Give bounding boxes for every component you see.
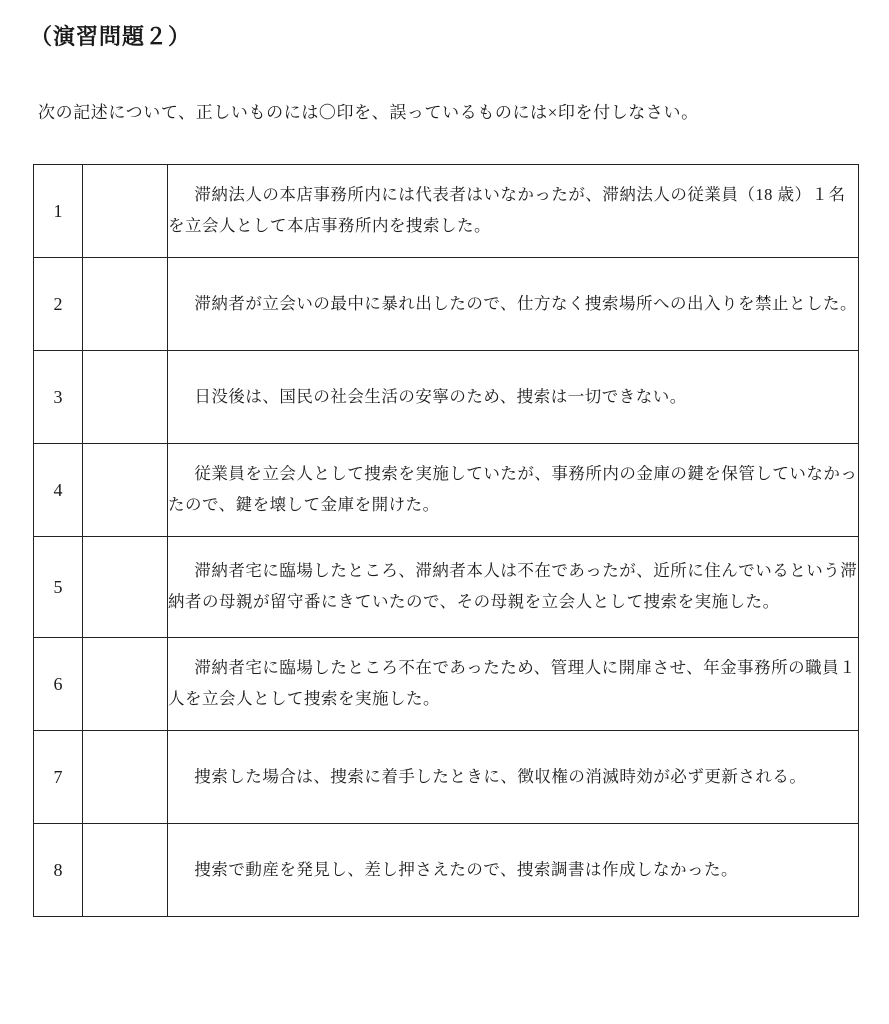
row-statement-text: 従業員を立会人として捜索を実施していたが、事務所内の金庫の鍵を保管していなかったので、鍵を壊して金庫を開けた。 [168,464,858,514]
row-number: 2 [34,258,83,351]
answer-cell[interactable] [83,731,168,824]
table-row [34,444,859,537]
row-statement [168,638,859,731]
table-row [34,824,859,917]
table-row [34,537,859,638]
answer-cell[interactable] [83,351,168,444]
row-statement-text: 捜索した場合は、捜索に着手したときに、徴収権の消滅時効が必ず更新される。 [194,766,807,786]
table-row [34,165,859,258]
row-number: 8 [34,824,83,917]
row-statement [168,165,859,258]
answer-cell[interactable] [83,258,168,351]
table-row [34,638,859,731]
row-statement-text: 滞納者宅に臨場したところ、滞納者本人は不在であったが、近所に住んでいるという滞納者の母親が留守番にきていたので、その母親を立会人として捜索を実施した。 [168,561,858,611]
row-statement [168,731,859,824]
answer-cell[interactable] [83,444,168,537]
row-number: 3 [34,351,83,444]
row-number: 1 [34,165,83,258]
row-statement-text: 捜索で動産を発見し、差し押さえたので、捜索調書は作成しなかった。 [194,859,739,879]
answer-cell[interactable] [83,638,168,731]
row-statement [168,444,859,537]
table-row [34,351,859,444]
answer-cell[interactable] [83,165,168,258]
table-row [34,731,859,824]
row-statement [168,258,859,351]
answer-cell[interactable] [83,537,168,638]
row-number: 7 [34,731,83,824]
row-statement-text: 滞納者が立会いの最中に暴れ出したので、仕方なく捜索場所への出入りを禁止とした。 [194,293,858,313]
row-number: 5 [34,537,83,638]
row-statement [168,824,859,917]
row-number: 6 [34,638,83,731]
row-statement-text: 滞納者宅に臨場したところ不在であったため、管理人に開扉させ、年金事務所の職員１人を立会人として捜索を実施した。 [168,658,857,708]
row-statement-text: 日没後は、国民の社会生活の安寧のため、捜索は一切できない。 [194,386,687,406]
row-statement [168,537,859,638]
row-statement [168,351,859,444]
row-number: 4 [34,444,83,537]
questions-table [33,164,859,917]
page-title: （演習問題２） [30,24,192,49]
answer-cell[interactable] [83,824,168,917]
table-row [34,258,859,351]
row-statement-text: 滞納法人の本店事務所内には代表者はいなかったが、滞納法人の従業員（18 歳）１名を立会人として本店事務所内を捜索した。 [168,185,846,235]
instruction-text: 次の記述について、正しいものには〇印を、誤っているものには×印を付しなさい。 [38,103,699,122]
